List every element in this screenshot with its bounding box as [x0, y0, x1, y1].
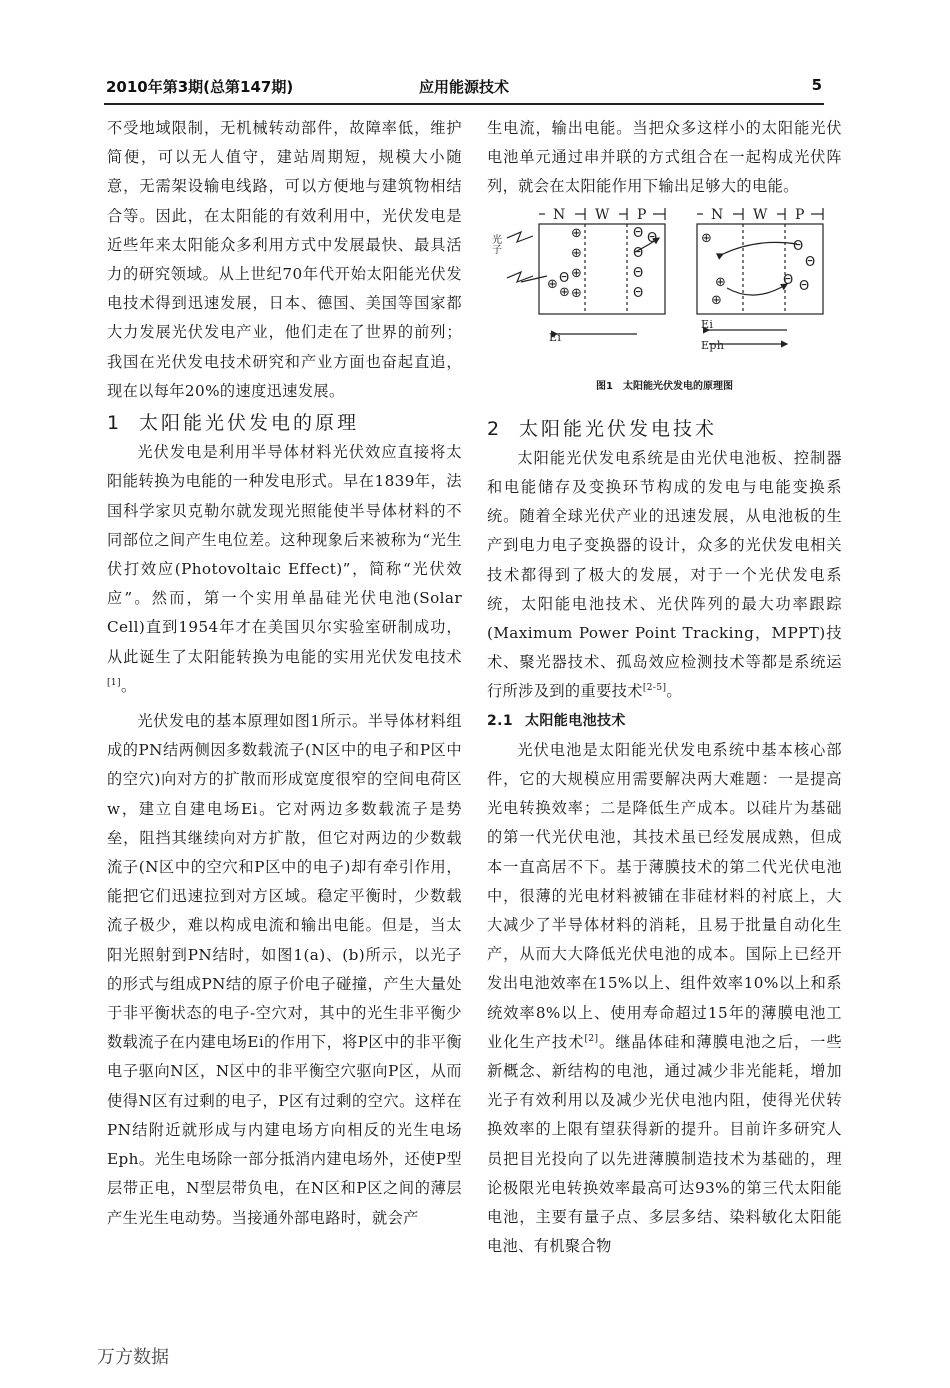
section-1-heading	[107, 409, 462, 438]
page-number: 5	[811, 76, 822, 94]
minus-sign: Θ	[559, 270, 570, 286]
figure-1-caption: 图1 太阳能光伏发电的原理图	[596, 380, 733, 392]
section-2-paragraph-1-text: 太阳能光伏发电系统是由光伏电池板、控制器和电能储存及变换环节构成的发电与电能变换系统。随着全球光伏产业的迅速发展，从电池板的生产到电力电子变换器的设计，众多的光伏发电相关技术都得到了极大的发展，对于一个光伏发电系统，太阳能电池技术、光伏阵列的最大功率跟踪(Maximum Power Point Tracking，MPPT)技术、聚光器技术、孤岛效应检测技术等都是系统运行所涉及到的重要技术	[487, 448, 842, 701]
journal-name: 应用能源技术	[418, 78, 509, 96]
label-eph: Eph	[701, 338, 725, 352]
plus-sign: ⊕	[711, 292, 723, 308]
section-2-heading	[487, 415, 842, 444]
section-1-paragraph-1-text: 光伏发电是利用半导体材料光伏效应直接将太阳能转换为电能的一种发电形式。早在1839年，法国科学家贝克勒尔就发现光照能使半导体材料的不同部位之间产生电位差。这种现象后来被称为“光生伏打效应(Photovoltaic Effect)”，简称“光伏效应”。然而，第一个实用单晶硅光伏电池(Solar Cell)直到1954年才在美国贝尔实验室研制成功，从此诞生了太阳能转换为电能的实用光伏发电技术	[107, 443, 462, 666]
minus-sign: Θ	[633, 285, 644, 301]
wanfang-watermark: 万方数据	[97, 1347, 169, 1368]
label-ei: Ei	[701, 317, 714, 331]
citation-ref-2-5: [2-5]	[642, 683, 667, 694]
subsection-2-1-heading	[487, 707, 842, 736]
figure-1	[487, 204, 842, 412]
minus-sign: Θ	[633, 245, 644, 261]
minus-sign: Θ	[805, 254, 816, 270]
plus-sign: ⊕	[715, 274, 727, 290]
hole-path-b	[727, 284, 787, 295]
minus-sign: Θ	[633, 225, 644, 241]
right-column	[487, 114, 842, 1261]
plus-sign: ⊕	[571, 225, 583, 241]
section-1-title: 太阳能光伏发电的原理	[139, 412, 360, 435]
minus-sign: Θ	[633, 265, 644, 281]
subsection-2-1-title: 太阳能电池技术	[525, 712, 626, 729]
header-rule	[104, 103, 824, 105]
plus-sign: ⊕	[571, 265, 583, 281]
label-n: N	[711, 206, 724, 223]
subsection-2-1-number: 2.1	[487, 712, 514, 729]
running-header	[106, 76, 822, 98]
section-1-paragraph-1	[107, 438, 462, 701]
label-w: W	[753, 206, 768, 223]
plus-sign: ⊕	[701, 230, 713, 246]
plus-sign: ⊕	[559, 284, 571, 300]
minus-sign: Θ	[647, 230, 658, 246]
citation-ref-1: [1]	[107, 677, 121, 688]
subsection-2-1-paragraph	[487, 736, 842, 1262]
electron-path-b	[723, 242, 797, 254]
minus-sign: Θ	[793, 238, 804, 254]
subsection-2-1-paragraph-a: 光伏电池是太阳能光伏发电系统中基本核心部件，它的大规模应用需要解决两大难题：一是提高光电转换效率；二是降低生产成本。以硅片为基础的第一代光伏电池，其技术虽已经发展成熟，但成本一直高居不下。基于薄膜技术的第二代光伏电池中，很薄的光电材料被铺在非硅材料的衬底上，大大减少了半导体材料的消耗，且易于批量自动化生产，从而大大降低光伏电池的成本。国际上已经开发出电池效率在15%以上、组件效率10%以上和系统效率8%以上、使用寿命超过15年的薄膜电池工业化生产技术	[487, 740, 842, 1051]
section-2-title: 太阳能光伏发电技术	[519, 417, 718, 440]
minus-sign: Θ	[799, 278, 810, 294]
plus-sign: ⊕	[571, 285, 583, 301]
left-column	[107, 114, 462, 1233]
photon-label: 光子	[489, 233, 501, 255]
issue-info: 2010年第3期(总第147期)	[106, 78, 294, 96]
label-p: P	[637, 206, 647, 223]
continuation-paragraph: 生电流，输出电能。当把众多这样小的太阳能光伏电池单元通过串并联的方式组合在一起构成光伏阵列，就会在太阳能作用下输出足够大的电能。	[487, 119, 842, 196]
label-n: N	[553, 206, 566, 223]
section-2-number: 2	[487, 417, 500, 440]
label-p: P	[795, 206, 805, 223]
pn-junction-diagram	[487, 204, 842, 380]
minus-sign: Θ	[783, 272, 794, 288]
plus-sign: ⊕	[547, 276, 559, 292]
section-2-paragraph-1	[487, 444, 842, 707]
label-w: W	[595, 206, 610, 223]
subsection-2-1-paragraph-b: 。继晶体硅和薄膜电池之后，一些新概念、新结构的电池，通过减少非光能耗，增加光子有效利用以及减少光伏电池内阻，使得光伏转换效率的上限有望获得新的提升。目前许多研究人员把目光投向了以先进薄膜制造技术为基础的，理论极限光电转换效率最高可达93%的第三代太阳能电池，主要有量子点、多层多结、染料敏化太阳能电池、有机聚合物	[487, 1032, 843, 1256]
intro-paragraph: 不受地域限制，无机械转动部件，故障率低，维护简便，可以无人值守，建站周期短，规模大小随意，无需架设输电线路，可以方便地与建筑物相结合等。因此，在太阳能的有效利用中，光伏发电是近些年来太阳能众多利用方式中发展最快、最具活力的研究领域。从上世纪70年代开始太阳能光伏发电技术得到迅速发展，日本、德国、美国等国家都大力发展光伏发电产业，他们走在了世界的前列；我国在光伏发电技术研究和产业方面也奋起直追，现在以每年20%的速度迅速发展。	[107, 119, 462, 400]
section-1-number: 1	[107, 412, 120, 435]
section-1-paragraph-2: 光伏发电的基本原理如图1所示。半导体材料组成的PN结两侧因多数载流子(N区中的电子和P区中的空穴)向对方的扩散而形成宽度很窄的空间电荷区w，建立自建电场Ei。它对两边多数载流子是势垒，阻挡其继续向对方扩散，但它对两边的少数载流子(N区中的空穴和P区中的电子)却有牵引作用，能把它们迅速拉到对方区域。稳定平衡时，少数载流子极少，难以构成电流和输出电能。但是，当太阳光照射到PN结时，如图1(a)、(b)所示，以光子的形式与组成PN结的原子价电子碰撞，产生大量处于非平衡状态的电子-空穴对，其中的光生非平衡少数载流子在内建电场Ei的作用下，将P区中的非平衡电子驱向N区，N区中的非平衡空穴驱向P区，从而使得N区有过剩的电子，P区有过剩的空穴。这样在PN结附近就形成与内建电场方向相反的光生电场Eph。光生电场除一部分抵消内建电场外，还使P型层带正电，N型层带负电，在N区和P区之间的薄层产生光生电动势。当接通外部电路时，就会产	[107, 712, 462, 1227]
plus-sign: ⊕	[571, 245, 583, 261]
citation-ref-2: [2]	[584, 1033, 599, 1044]
section-2-paragraph-1-end: 。	[666, 682, 682, 701]
section-1-paragraph-1-end: 。	[120, 676, 137, 695]
label-ei: Ei	[549, 330, 562, 344]
photon-zigzag-top	[507, 232, 533, 242]
